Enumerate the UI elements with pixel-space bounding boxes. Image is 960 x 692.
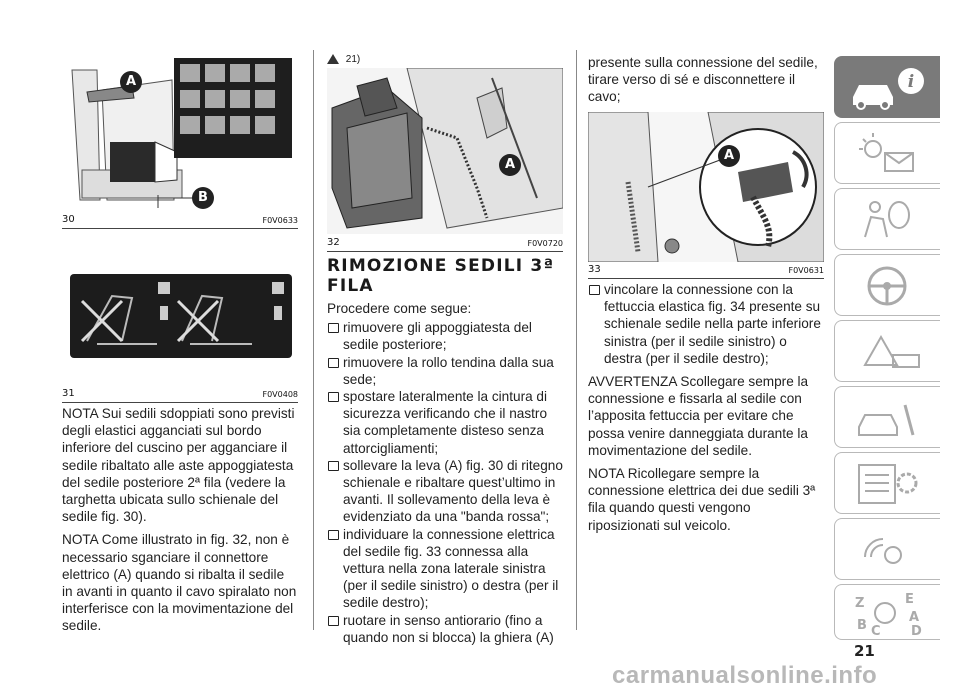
watermark: carmanualsonline.info (612, 662, 878, 689)
figure-33-illustration (588, 112, 824, 262)
tab-car-info[interactable] (834, 56, 940, 118)
car-info-icon (835, 57, 941, 119)
safety-airbag-icon (835, 189, 941, 251)
starting-driving-icon (835, 255, 941, 317)
figure-31-rule (62, 402, 298, 403)
dashboard-lights-icon (835, 123, 941, 185)
tab-index[interactable] (834, 584, 940, 640)
emergency-icon (835, 321, 941, 383)
figure-31 (62, 256, 298, 384)
figure-32 (327, 68, 563, 234)
note-paragraph-1: NOTA Sui sedili sdoppiati sono previsti degli elastici agganciati sul bordo inferiore del cuscino per agganciare il sedile ribaltato alle aste appoggiatesta del sedile posteriore 2ª fila (vedere la targhetta ubicata sullo schienale del sedile fig. 30). (62, 406, 295, 525)
index-icon (835, 585, 941, 641)
maintenance-icon (835, 387, 941, 449)
step-list (327, 319, 563, 646)
list-item: ruotare in senso antiorario (fino a quando non si blocca) la ghiera (A) (327, 612, 563, 646)
figure-31-code: F0V0408 (262, 390, 298, 399)
list-item: individuare la connessione elettrica del sedile fig. 33 connessa alla vettura nella zona laterale sinistra (per il sedile sinistro) o destra (per il sedile destro); (327, 526, 563, 612)
svg-text:C: C (871, 624, 881, 639)
page-number: 21 (854, 642, 875, 660)
figure-33-code: F0V0631 (788, 266, 824, 275)
tab-safety[interactable] (834, 188, 940, 250)
figure-32-number: 32 (327, 237, 340, 248)
list-item: rimuovere gli appoggiatesta del sedile posteriore; (327, 319, 563, 353)
note-paragraph-2: NOTA Come illustrato in fig. 32, non è necessario sganciare il connettore elettrico (A) quando si ribalta il sedile in avanti in quanto il cavo spiralato non interferisce con la movimentazione del sedile. (62, 532, 297, 634)
list-item: spostare lateralmente la cintura di sicurezza verificando che il nastro sia completamente disteso senza attorcigliamenti; (327, 388, 563, 457)
figure-30-rule (62, 228, 298, 229)
tab-starting-driving[interactable] (834, 254, 940, 316)
intro-paragraph: Procedere come segue: (327, 301, 472, 316)
figure-30-illustration (62, 50, 298, 218)
continuation-paragraph: presente sulla connessione del sedile, tirare verso di sé e disconnettere il cavo; (588, 55, 818, 105)
figure-30-number: 30 (62, 214, 75, 225)
note-paragraph: NOTA Ricollegare sempre la connessione elettrica dei due sedili 3ª fila quando questi vengono riposizionati sul veicolo. (588, 466, 816, 533)
svg-text:B: B (857, 618, 867, 633)
step-list-continued (588, 281, 824, 367)
figure-31-number: 31 (62, 388, 75, 399)
column-2-text (327, 300, 563, 646)
figure-33 (588, 112, 824, 262)
tab-emergency[interactable] (834, 320, 940, 382)
callout-a: A (718, 145, 740, 167)
figure-33-rule (588, 278, 824, 279)
column-3-text (588, 281, 824, 540)
figure-32-rule (327, 251, 563, 252)
figure-33-number: 33 (588, 264, 601, 275)
list-item: sollevare la leva (A) fig. 30 di ritegno schienale e ribaltare quest’ultimo in avanti. Il sollevamento della leva è evidenziato da una "banda rossa"; (327, 457, 563, 526)
column-divider-1 (313, 50, 314, 630)
warning-paragraph: AVVERTENZA Scollegare sempre la connessione e fissarla al sedile con l’apposita fettuccia per evitare che possa venire danneggiata durante la movimentazione del sedile. (588, 374, 809, 458)
figure-31-illustration (62, 256, 298, 384)
tab-maintenance[interactable] (834, 386, 940, 448)
figure-30-code: F0V0633 (262, 216, 298, 225)
figure-32-ref-number: 21) (345, 54, 361, 65)
section-heading-line-2: FILA (327, 276, 374, 296)
svg-text:i: i (907, 72, 915, 92)
column-1-text (62, 405, 298, 641)
callout-a: A (120, 71, 142, 93)
section-heading-line-1: RIMOZIONE SEDILI 3ª (327, 256, 555, 276)
figure-32-code: F0V0720 (527, 239, 563, 248)
column-divider-2 (576, 50, 577, 630)
section-heading (327, 256, 563, 296)
svg-text:D: D (911, 624, 922, 639)
figure-32-ref (327, 54, 360, 65)
callout-a: A (499, 154, 521, 176)
tab-technical-data[interactable] (834, 452, 940, 514)
list-item: vincolare la connessione con la fettuccia elastica fig. 34 presente su schienale sedile nella parte inferiore sinistra (per il sedile sinistro) o destra (per il sedile destro); (588, 281, 824, 367)
figure-30 (62, 50, 298, 218)
multimedia-icon (835, 519, 941, 581)
svg-text:E: E (905, 592, 914, 607)
tab-multimedia[interactable] (834, 518, 940, 580)
svg-text:A: A (909, 610, 920, 625)
tab-dashboard-lights[interactable] (834, 122, 940, 184)
technical-data-icon (835, 453, 941, 515)
column-3-top-text (588, 54, 824, 112)
list-item: rimuovere la rollo tendina dalla sua sede; (327, 354, 563, 388)
warning-triangle-icon (327, 54, 339, 64)
svg-text:Z: Z (855, 596, 865, 611)
figure-32-illustration (327, 68, 563, 234)
callout-b: B (192, 187, 214, 209)
